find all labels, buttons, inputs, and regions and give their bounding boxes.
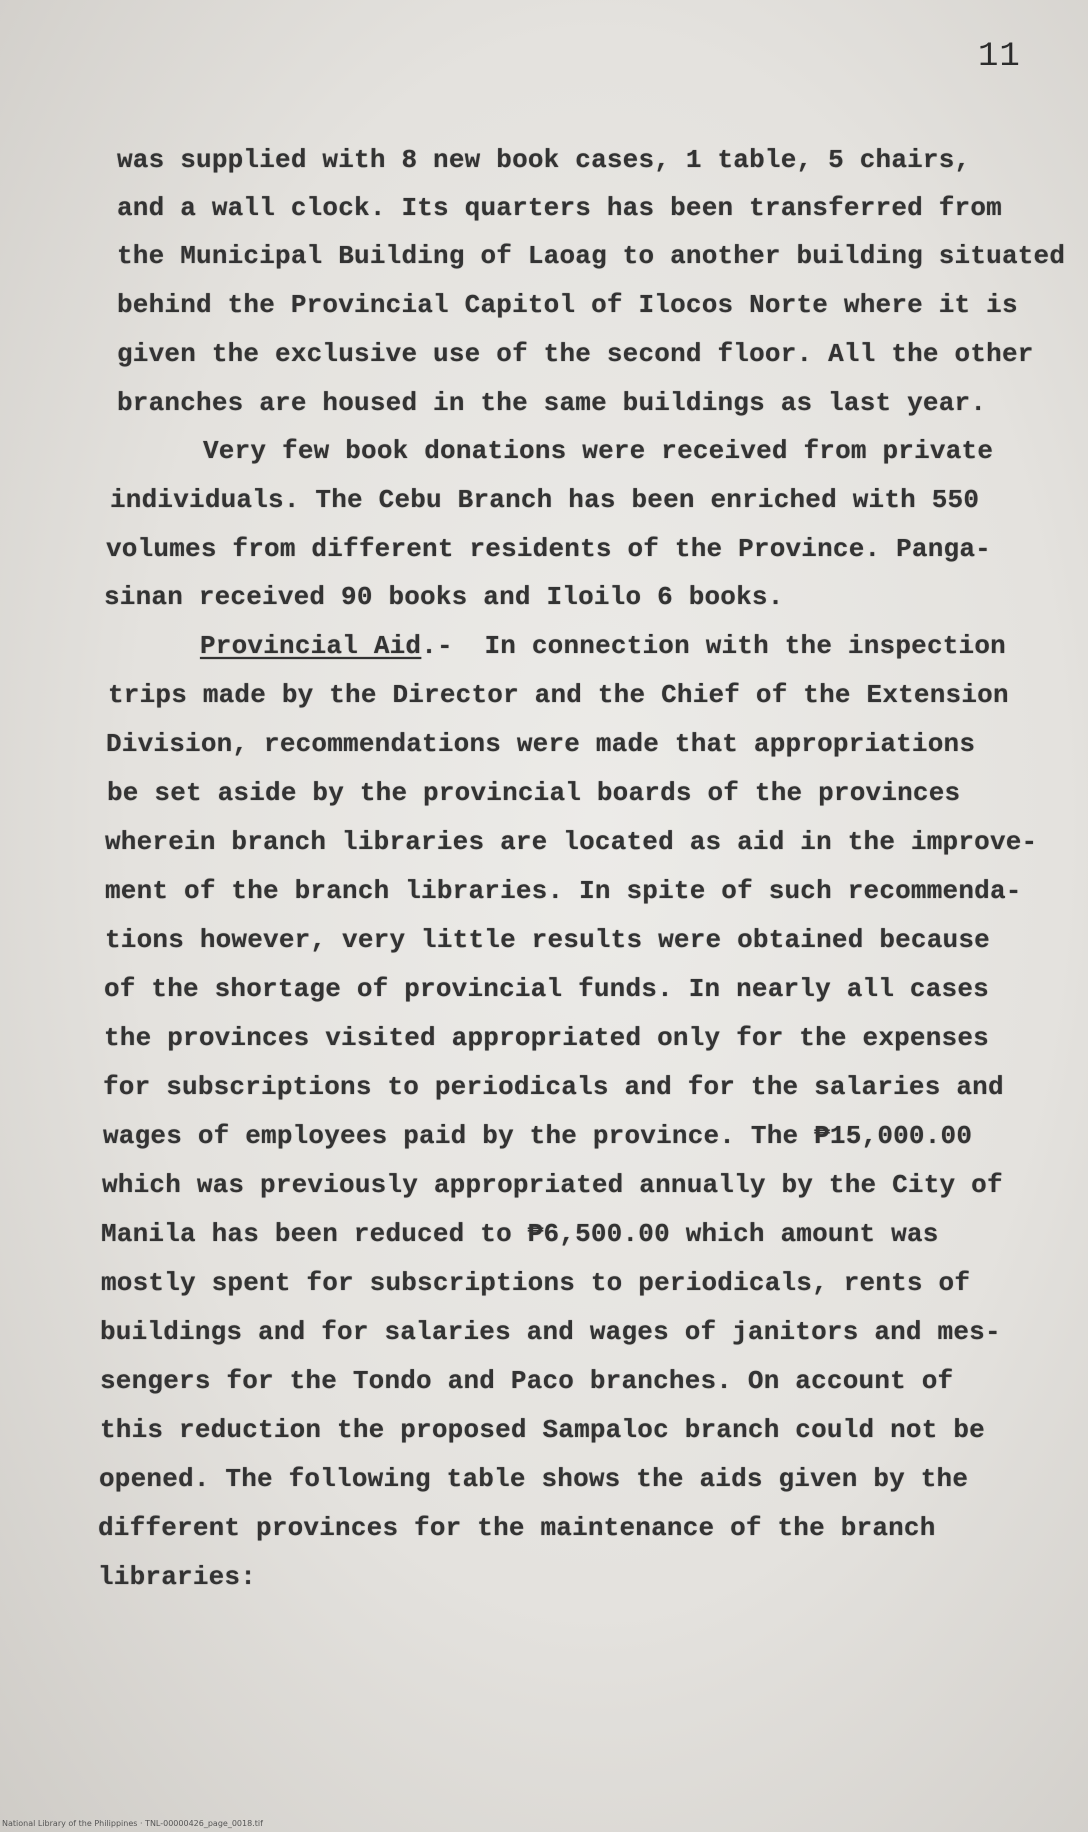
body-line-27: this reduction the proposed Sampaloc branch could not be — [100, 1415, 985, 1445]
section-heading: Provincial Aid — [200, 631, 422, 661]
body-line-29: different provinces for the maintenance of the branch — [98, 1513, 936, 1543]
body-line-2: and a wall clock. Its quarters has been transferred from — [117, 193, 1002, 223]
body-line-16: ment of the branch libraries. In spite of such recommenda- — [105, 876, 1022, 906]
body-line-28: opened. The following table shows the aids given by the — [99, 1464, 969, 1494]
body-line-25: buildings and for salaries and wages of janitors and mes- — [100, 1317, 1001, 1347]
body-line-22: which was previously appropriated annually by the City of — [102, 1170, 1003, 1200]
body-line-30: libraries: — [98, 1562, 257, 1592]
body-line-15: wherein branch libraries are located as aid in the improve- — [105, 827, 1038, 857]
section-heading-line — [200, 631, 1006, 661]
body-line-12: trips made by the Director and the Chief of the Extension — [108, 680, 1009, 710]
body-line-19: the provinces visited appropriated only for the expenses — [104, 1023, 989, 1053]
body-line-17: tions however, very little results were obtained because — [105, 925, 990, 955]
archive-caption: National Library of the Philippines · TNL-00000426_page_0018.tif — [2, 1819, 263, 1828]
body-line-5: given the exclusive use of the second floor. All the other — [117, 339, 1034, 369]
body-line-10: sinan received 90 books and Iloilo 6 books. — [104, 582, 784, 612]
body-line-26: sengers for the Tondo and Paco branches. On account of — [100, 1366, 954, 1396]
body-line-13: Division, recommendations were made that appropriations — [106, 729, 976, 759]
body-line-24: mostly spent for subscriptions to periodicals, rents of — [101, 1268, 971, 1298]
body-line-8: individuals. The Cebu Branch has been enriched with 550 — [110, 485, 980, 515]
body-line-11: In connection with the inspection — [484, 631, 1006, 661]
page-number: 11 — [978, 38, 1021, 76]
body-line-20: for subscriptions to periodicals and for the salaries and — [103, 1072, 1004, 1102]
body-line-21: wages of employees paid by the province. The ₱15,000.00 — [103, 1121, 973, 1151]
section-heading-suffix: .- — [421, 631, 453, 661]
body-line-23: Manila has been reduced to ₱6,500.00 which amount was — [101, 1219, 939, 1249]
body-line-3: the Municipal Building of Laoag to another building situated — [117, 241, 1066, 271]
body-line-14: be set aside by the provincial boards of the provinces — [107, 778, 961, 808]
body-line-9: volumes from different residents of the Province. Panga- — [106, 534, 991, 564]
body-line-7: Very few book donations were received from private — [203, 436, 994, 466]
body-line-4: behind the Provincial Capitol of Ilocos Norte where it is — [117, 290, 1018, 320]
body-line-1: was supplied with 8 new book cases, 1 table, 5 chairs, — [117, 145, 971, 175]
body-line-18: of the shortage of provincial funds. In nearly all cases — [104, 974, 989, 1004]
body-line-6: branches are housed in the same buildings as last year. — [117, 388, 987, 418]
